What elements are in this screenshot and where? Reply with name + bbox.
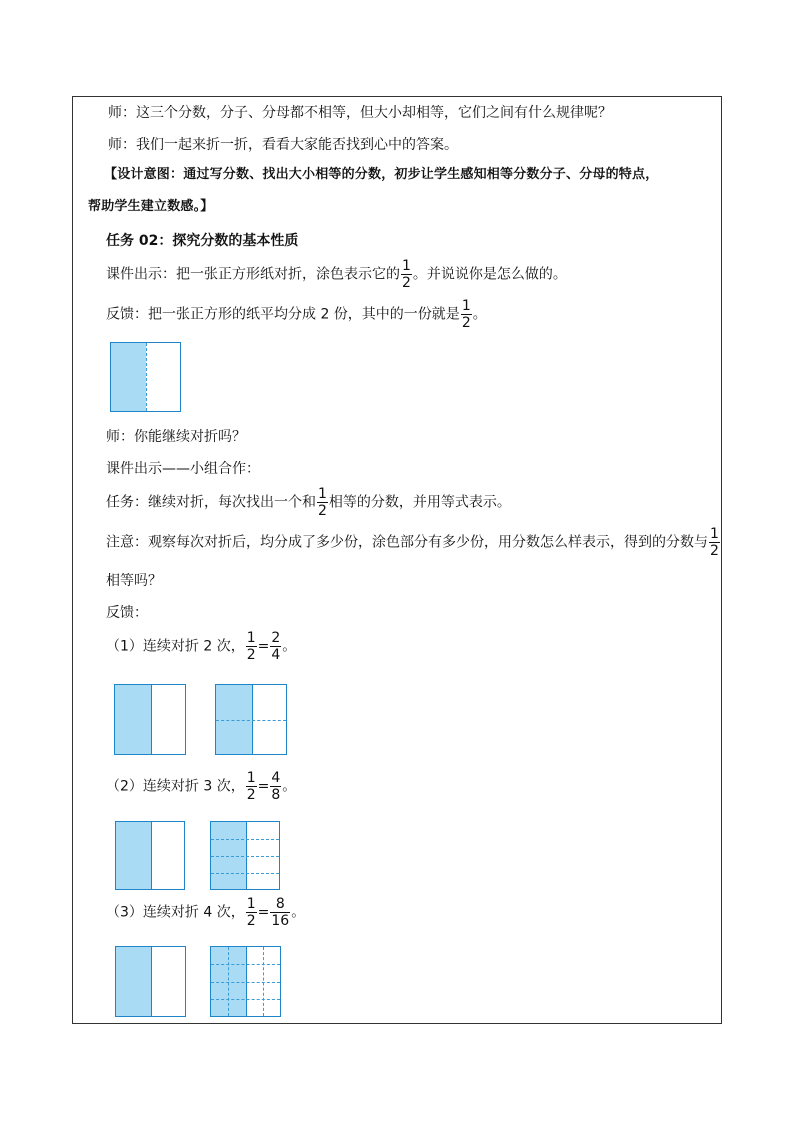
fraction-one-half: $\frac{1}{2}$ bbox=[710, 526, 719, 559]
fold-line bbox=[211, 856, 279, 857]
fraction-one-half: $\frac{1}{2}$ bbox=[246, 896, 256, 929]
design-intent-line-2: 帮助学生建立数感。】 bbox=[88, 199, 214, 214]
design-intent-line-1: 【设计意图：通过写分数、找出大小相等的分数，初步让学生感知相等分数分子、分母的特点， bbox=[104, 167, 659, 182]
teacher-question-3: 师：你能继续对折吗？ bbox=[106, 429, 246, 445]
fold-line bbox=[211, 982, 280, 983]
fold-line bbox=[146, 343, 147, 411]
square-fourths bbox=[215, 684, 287, 755]
teacher-question-2: 师：我们一起来折一折，看看大家能否找到心中的答案。 bbox=[108, 137, 458, 153]
teacher-question-1: 师：这三个分数，分子、分母都不相等，但大小却相等，它们之间有什么规律呢？ bbox=[108, 105, 612, 121]
feedback-text: 反馈：把一张正方形的纸平均分成 2 份，其中的一份就是 bbox=[106, 306, 460, 323]
fraction-eight-sixteenths: $\frac{8}{16}$ bbox=[271, 896, 290, 929]
feedback-line: 反馈：把一张正方形的纸平均分成 2 份，其中的一份就是 $\frac{1}{2}$ 。 bbox=[106, 298, 487, 331]
fraction-four-eighths: $\frac{4}{8}$ bbox=[271, 770, 281, 803]
equation-fold-4: （3）连续对折 4 次， $\frac{1}{2}$ = $\frac{8}{16}$ 。 bbox=[106, 896, 306, 929]
group-work-line: 课件出示——小组合作： bbox=[106, 461, 260, 477]
square-sixteenths bbox=[210, 946, 281, 1017]
task-heading: 任务 02：探究分数的基本性质 bbox=[106, 233, 299, 249]
fraction-one-half: $\frac{1}{2}$ bbox=[246, 770, 256, 803]
fold-line bbox=[211, 964, 280, 965]
fold-line bbox=[216, 720, 286, 721]
equation-fold-3: （2）连续对折 3 次， $\frac{1}{2}$ = $\frac{4}{8}$ 。 bbox=[106, 770, 297, 803]
square-eighths bbox=[210, 821, 280, 890]
square-half-shaded bbox=[114, 684, 186, 755]
note-line: 注意：观察每次对折后，均分成了多少份，涂色部分有多少份，用分数怎么样表示，得到的分数与 $\frac{1}{2}$ bbox=[106, 526, 719, 559]
fold-line bbox=[211, 839, 279, 840]
fold-line bbox=[211, 873, 279, 874]
fraction-one-half: $\frac{1}{2}$ bbox=[402, 258, 411, 291]
square-half-shaded bbox=[110, 342, 181, 412]
task-line: 任务：继续对折，每次找出一个和 $\frac{1}{2}$ 相等的分数，并用等式表示。 bbox=[106, 486, 511, 519]
shaded-half bbox=[111, 343, 146, 411]
fold-line bbox=[211, 999, 280, 1000]
courseware-instruction bbox=[106, 258, 567, 291]
fraction-two-fourths: $\frac{2}{4}$ bbox=[271, 630, 281, 663]
fraction-one-half: $\frac{1}{2}$ bbox=[318, 486, 327, 519]
square-half-shaded bbox=[115, 821, 185, 890]
fraction-one-half: $\frac{1}{2}$ bbox=[461, 298, 471, 331]
equation-fold-2: （1）连续对折 2 次， $\frac{1}{2}$ = $\frac{2}{4}$ 。 bbox=[106, 630, 297, 663]
fraction-one-half: $\frac{1}{2}$ bbox=[246, 630, 256, 663]
feedback-label: 反馈： bbox=[106, 605, 148, 621]
courseware-text: 课件出示：把一张正方形纸对折，涂色表示它的 bbox=[106, 266, 400, 283]
note-line-continued: 相等吗？ bbox=[106, 573, 162, 589]
courseware-text-end: 。并说说你是怎么做的。 bbox=[412, 266, 567, 283]
square-half-shaded bbox=[115, 946, 186, 1017]
